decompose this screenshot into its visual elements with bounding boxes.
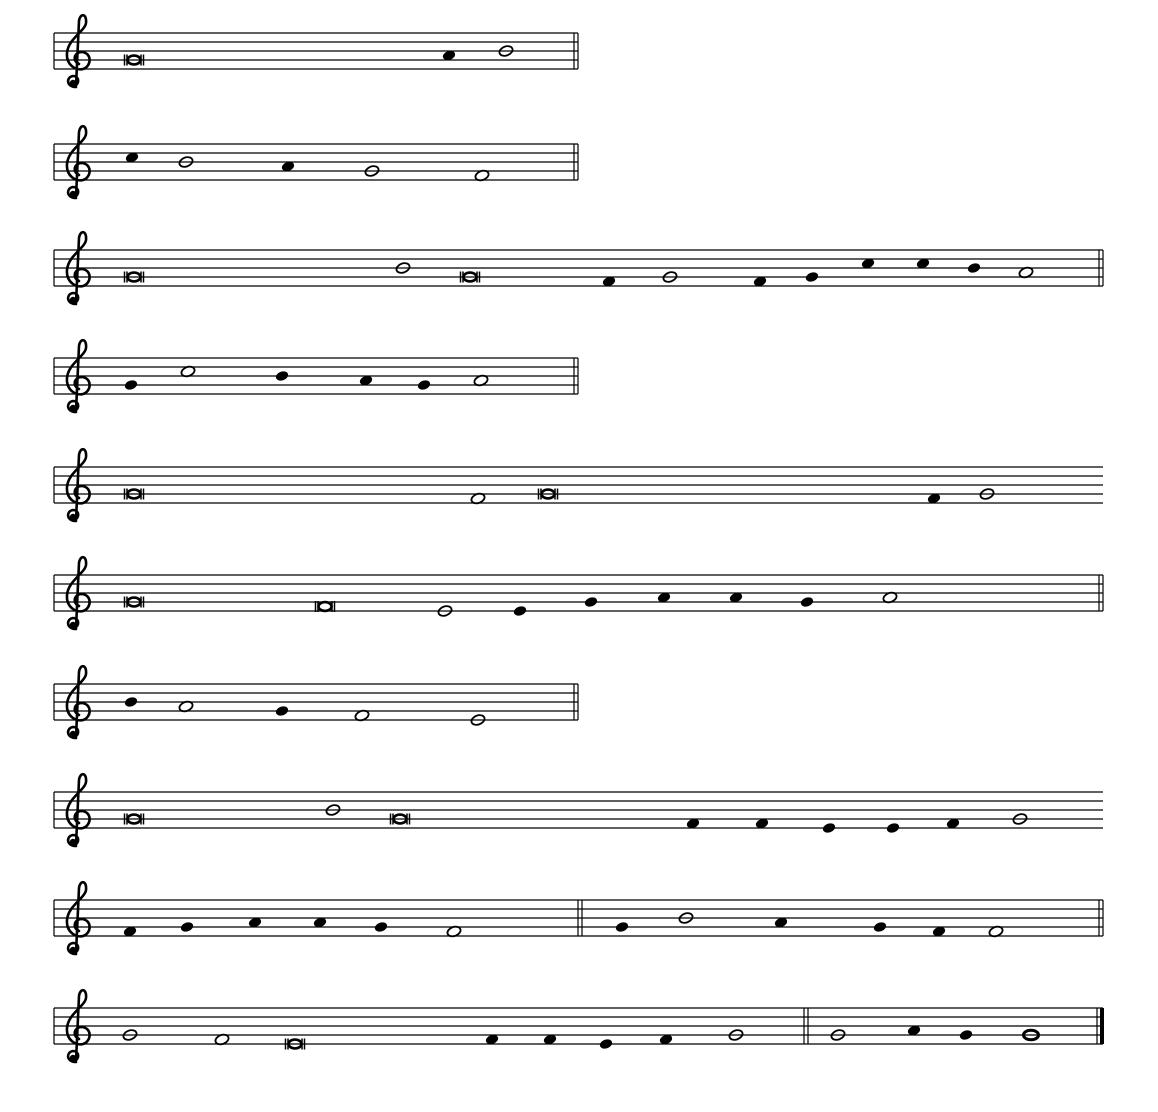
note-quarter xyxy=(886,822,901,835)
note-quarter xyxy=(805,271,820,284)
note-quarter xyxy=(967,262,982,275)
note-quarter xyxy=(800,596,815,609)
note-quarter xyxy=(374,921,389,934)
note-quarter xyxy=(124,696,139,709)
note-quarter xyxy=(180,921,195,934)
note-quarter xyxy=(275,370,290,383)
note-quarter xyxy=(822,822,837,835)
note-quarter xyxy=(513,605,528,618)
note-quarter xyxy=(275,705,290,718)
note-quarter xyxy=(584,596,599,609)
note-quarter xyxy=(959,1029,974,1042)
note-quarter xyxy=(615,921,630,934)
note-quarter xyxy=(873,921,888,934)
note-quarter xyxy=(599,1038,614,1051)
final-barline xyxy=(1100,1008,1104,1044)
note-quarter xyxy=(124,379,139,392)
note-breve xyxy=(316,601,335,612)
note-quarter xyxy=(417,379,432,392)
